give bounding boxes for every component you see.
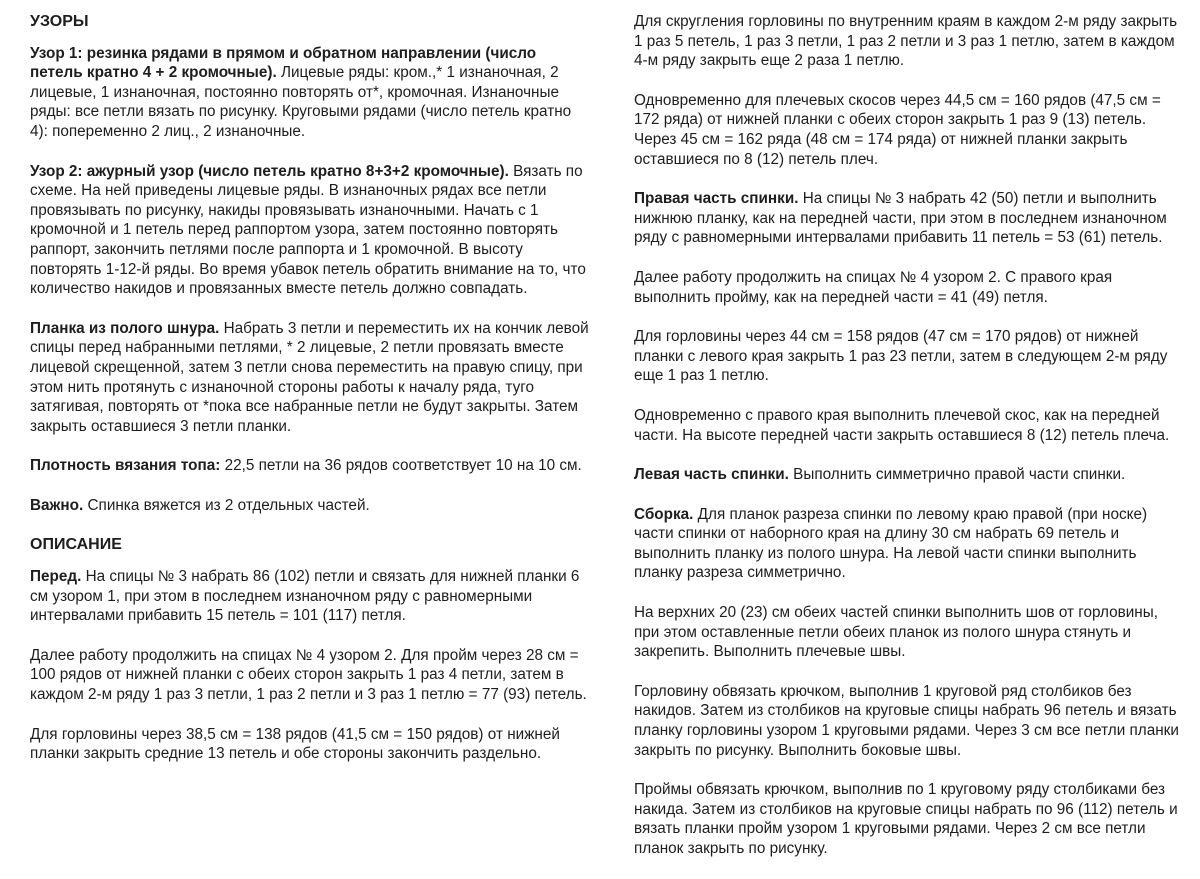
pattern-2-text: Вязать по схеме. На ней приведены лицевые ряды. В изнаночных рядах все петли провязывать по рисунку, накиды провязывать изнаночными. Начать с 1 кромочной и 1 петель перед раппортом узора, затем постоянно повторять раппорт, закончить петлями после раппорта и 1 кромочной. В высоту повторять 1-12-й ряды. Во время убавок петель обратить внимание на то, что количество накидов и провязанных вместе петель должно совпадать. [30,162,586,298]
pattern-1-title: Узор 1: резинка рядами в прямом и обратном направлении (число петель кратно 4 + 2 кромочные). [30,44,537,82]
cord-edging-paragraph [30,319,590,437]
assembly-text: Для планок разреза спинки по левому краю правой (при носке) части спинки от наборного края на длину 30 см набрать 69 петель и выполнить планку из полого шнура. На левой части спинки выполнить планку разреза симметрично. [634,505,1148,582]
cord-edging-text: Набрать 3 петли и переместить их на кончик левой спицы перед набранными петлями, * 2 лицевые, 2 петли провязать вместе лицевой скрещенной, затем 3 петли снова переместить на правую спицу, при этом нить протянуть с изнаночной стороны работы к началу ряда, туго затягивая, повторять от *пока все набранные петли не будут закрыты. Затем закрыть оставшиеся 3 петли планки. [30,319,589,435]
neck-rounding-paragraph: Для скругления горловины по внутренним краям в каждом 2-м ряду закрыть 1 раз 5 петель, 1 раз 3 петли, 1 раз 2 петли и 3 раз 1 петлю, затем в каждом 4-м ряду закрыть еще 2 раза 1 петлю. [634,13,1178,70]
right-back-neckline-paragraph: Для горловины через 44 см = 158 рядов (47 см = 170 рядов) от нижней планки с левого края закрыть 1 раз 23 петли, затем в следующем 2-м ряду еще 1 раз 1 петлю. [634,328,1168,385]
right-column [634,12,1179,879]
pattern-2-title: Узор 2: ажурный узор (число петель кратно 8+3+2 кромочные). [30,162,509,180]
front-paragraph [30,567,590,626]
seam-paragraph: На верхних 20 (23) см обеих частей спинки выполнить шов от горловины, при этом оставленные петли обеих планок из полого шнура стянуть и закрепить. Выполнить плечевые швы. [634,604,1158,661]
armhole-band-paragraph: Проймы обвязать крючком, выполнив по 1 круговому ряду столбиками без накида. Затем из столбиков на круговые спицы набрать по 96 (112) петель и вязать планки пройм узором 1 круговыми рядами. Через 2 см все петли планок закрыть по рисунку. [634,781,1178,857]
neckband-paragraph: Горловину обвязать крючком, выполнив 1 круговой ряд столбиков без накидов. Затем из столбиков на круговые спицы набрать 96 петель и вязать планку горловины узором 1 круговыми рядами. Через 3 см все петли планки закрыть по рисунку. Выполнить боковые швы. [634,682,1179,759]
left-back-title: Левая часть спинки. [634,466,789,484]
left-back-paragraph [634,465,1179,485]
gauge-title: Плотность вязания топа: [30,457,221,475]
right-back-title: Правая часть спинки. [634,190,799,208]
right-back-armhole-paragraph: Далее работу продолжить на спицах № 4 узором 2. С правого края выполнить пройму, как на передней части = 41 (49) петля. [634,268,1113,306]
armhole-paragraph: Далее работу продолжить на спицах № 4 узором 2. Для пройм через 28 см = 100 рядов от нижней планки с обеих сторон закрыть 1 раз 4 петли, затем в каждом 2-м ряду 1 раз 3 петли, 1 раз 2 петли и 3 раз 1 петлю = 77 (93) петель. [30,646,587,704]
left-column [30,12,590,784]
important-paragraph [30,496,590,516]
heading-description: ОПИСАНИЕ [30,536,122,554]
right-back-paragraph [634,189,1179,248]
neckline-paragraph: Для горловины через 38,5 см = 138 рядов (41,5 см = 150 рядов) от нижней планки закрыть средние 13 петель и обе стороны закончить раздельно. [30,725,560,763]
important-text: Спинка вяжется из 2 отдельных частей. [83,496,370,514]
left-back-text: Выполнить симметрично правой части спинки. [788,466,1126,484]
gauge-text: 22,5 петли на 36 рядов соответствует 10 на 10 см. [220,457,582,475]
right-back-text: На спицы № 3 набрать 42 (50) петли и выполнить нижнюю планку, как на передней части, при этом в последнем изнаночном ряду с равномерными интервалами прибавить 11 петель = 53 (61) петель. [634,190,1167,247]
front-title: Перед. [30,568,82,586]
right-back-shoulder-paragraph: Одновременно с правого края выполнить плечевой скос, как на передней части. На высоте передней части закрыть оставшиеся 8 (12) петель плеча. [634,406,1170,444]
assembly-title: Сборка. [634,505,694,523]
cord-edging-title: Планка из полого шнура. [30,319,220,337]
pattern-1-paragraph [30,44,590,142]
front-text: На спицы № 3 набрать 86 (102) петли и связать для нижней планки 6 см узором 1, при этом в последнем изнаночном ряду с равномерными интервалами прибавить 15 петель = 101 (117) петля. [30,568,580,625]
important-title: Важно. [30,496,84,514]
gauge-paragraph [30,456,590,476]
pattern-1-text: Лицевые ряды: кром.,* 1 изнаночная, 2 лицевые, 1 изнаночная, постоянно повторять от*, кромочная. Изнаночные ряды: все петли вязать по рисунку. Круговыми рядами (число петель кратно 4): попеременно 2 лиц., 2 изнаночные. [30,64,572,140]
pattern-2-paragraph [30,162,590,299]
assembly-paragraph [634,505,1179,583]
shoulder-slope-paragraph: Одновременно для плечевых скосов через 44,5 см = 160 рядов (47,5 см = 172 ряда) от нижней планки с обеих сторон закрыть 1 раз 9 (13) петель. Через 45 см = 162 ряда (48 см = 174 ряда) от нижней планки закрыть оставшиеся по 8 (12) петель плеч. [634,91,1161,168]
heading-patterns: УЗОРЫ [30,13,89,30]
